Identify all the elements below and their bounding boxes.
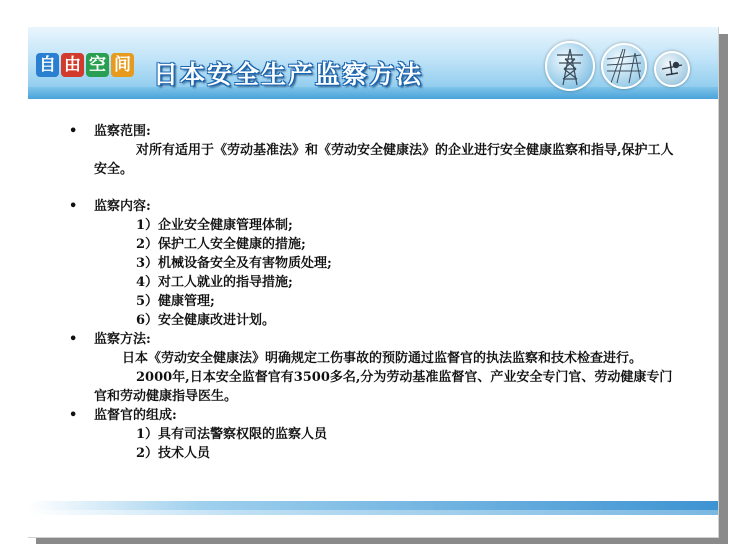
bullet-icon: • bbox=[69, 124, 78, 139]
section-method bbox=[66, 330, 676, 406]
section-heading: 监察方法: bbox=[94, 332, 151, 347]
logo-char: 间 bbox=[111, 53, 134, 77]
list-item: 2）保护工人安全健康的措施; bbox=[136, 237, 306, 252]
slide-body bbox=[66, 122, 676, 463]
list-item: 6）安全健康改进计划。 bbox=[136, 313, 276, 328]
logo-char: 自 bbox=[36, 53, 59, 77]
slide-title: 日本安全生产监察方法 bbox=[153, 60, 424, 89]
section-heading: 监督官的组成: bbox=[94, 408, 177, 423]
list-item: 5）健康管理; bbox=[136, 294, 215, 309]
bullet-icon: • bbox=[69, 408, 78, 423]
slide bbox=[28, 27, 719, 538]
section-heading: 监察范围: bbox=[94, 124, 151, 139]
paragraph: 2000年,日本安全监督官有3500多名,分为劳动基准监督官、产业安全专门官、劳动健康专门官和劳动健康指导医生。 bbox=[94, 370, 673, 404]
paragraph: 日本《劳动安全健康法》明确规定工伤事故的预防通过监督官的执法监察和技术检查进行。 bbox=[122, 351, 643, 366]
section-scope bbox=[66, 122, 676, 179]
section-content bbox=[66, 197, 676, 216]
logo bbox=[36, 53, 134, 79]
section-inspectors bbox=[66, 406, 676, 425]
footer-bar-thin bbox=[28, 510, 718, 515]
bullet-icon: • bbox=[69, 332, 78, 347]
list-item: 1）具有司法警察权限的监察人员 bbox=[136, 427, 328, 442]
footer-bar bbox=[28, 501, 718, 510]
section-heading: 监察内容: bbox=[94, 199, 151, 214]
logo-char: 空 bbox=[86, 53, 109, 77]
bullet-icon: • bbox=[69, 199, 78, 214]
power-tower-image bbox=[545, 41, 595, 91]
power-line-image bbox=[601, 43, 647, 89]
list-item: 1）企业安全健康管理体制; bbox=[136, 218, 293, 233]
worker-image bbox=[654, 51, 690, 87]
list-item: 4）对工人就业的指导措施; bbox=[136, 275, 293, 290]
paragraph: 对所有适用于《劳动基准法》和《劳动安全健康法》的企业进行安全健康监察和指导,保护工人安全。 bbox=[94, 143, 674, 177]
list-item: 3）机械设备安全及有害物质处理; bbox=[136, 256, 332, 271]
list-item: 2）技术人员 bbox=[136, 446, 211, 461]
logo-char: 由 bbox=[61, 53, 84, 77]
